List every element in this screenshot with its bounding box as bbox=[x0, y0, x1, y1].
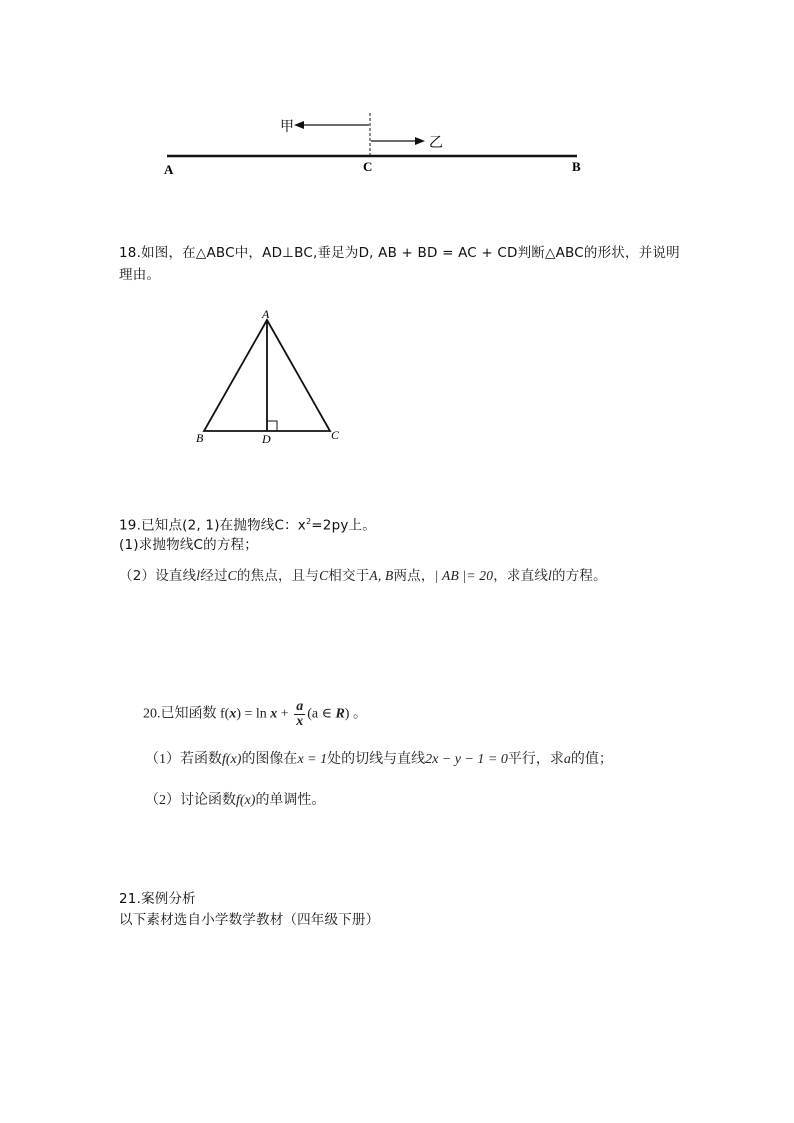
vertex-label-a: A bbox=[262, 308, 270, 321]
q19-l3-l2: l bbox=[548, 568, 552, 583]
q20-heading bbox=[143, 700, 367, 729]
q20-p2-b: 的单调性。 bbox=[255, 793, 326, 808]
q20-frac-den: x bbox=[296, 714, 304, 729]
figure-triangle-abc bbox=[190, 308, 360, 450]
arrow-right-head bbox=[415, 137, 425, 145]
q19-text-line3 bbox=[119, 567, 607, 585]
q20-head-x: x bbox=[229, 706, 237, 722]
q20-p2-a: （2）讨论函数 bbox=[145, 793, 236, 808]
q19-l3-p6: ，求直线 bbox=[493, 568, 549, 584]
q20-head-mid: ) = ln bbox=[236, 706, 271, 722]
q20-part2 bbox=[145, 789, 325, 809]
label-jia: 甲 bbox=[280, 119, 294, 135]
q20-p1-b: 的图像在 bbox=[241, 752, 298, 767]
q19-l3-p4: 相交于 bbox=[328, 568, 370, 584]
q21-text-line2: 以下素材选自小学数学教材（四年级下册） bbox=[119, 912, 380, 928]
q20-head-x2: x bbox=[270, 706, 278, 722]
q20-head-end: ) 。 bbox=[344, 706, 367, 722]
point-label-a: A bbox=[164, 162, 174, 177]
q19-l3-c2: C bbox=[319, 568, 329, 583]
q19-l3-abs: | AB |= 20 bbox=[434, 568, 494, 583]
q19-l3-p2: 经过 bbox=[200, 568, 228, 584]
q19-text-line2: (1)求抛物线C的方程； bbox=[119, 537, 258, 553]
q18-text-line2: 理由。 bbox=[119, 267, 161, 283]
point-label-b: B bbox=[572, 159, 581, 174]
vertex-label-c: C bbox=[331, 428, 340, 442]
arrow-left-head bbox=[294, 121, 304, 129]
q20-p1-a-var: a bbox=[563, 752, 571, 767]
q19-l3-ab: A, B bbox=[369, 568, 394, 583]
q19-l3-l1: l bbox=[196, 568, 201, 583]
q19-text-line1 bbox=[119, 513, 376, 535]
right-angle-mark bbox=[267, 421, 277, 431]
q20-p1-d: 平行，求 bbox=[507, 752, 564, 767]
q20-p1-line: 2x − y − 1 = 0 bbox=[425, 752, 508, 767]
q20-head-plus: + bbox=[277, 706, 293, 722]
figure-line-abc bbox=[150, 105, 600, 185]
q20-frac-num: a bbox=[296, 699, 304, 714]
q19-l3-c1: C bbox=[227, 568, 237, 583]
q19-line1-post: =2py上。 bbox=[311, 517, 376, 534]
point-label-c: C bbox=[363, 159, 373, 174]
q20-head-pre: 20.已知函数 f( bbox=[143, 706, 230, 722]
q19-line1-sup: 2 bbox=[305, 517, 312, 526]
q19-l3-p5: 两点， bbox=[393, 568, 435, 584]
vertex-label-d: D bbox=[262, 432, 271, 446]
q20-p1-a: （1）若函数 bbox=[145, 752, 222, 767]
q20-fraction bbox=[294, 700, 305, 729]
q20-p2-f: f(x) bbox=[236, 793, 256, 808]
q21-text-line1: 21.案例分析 bbox=[119, 891, 196, 907]
label-yi: 乙 bbox=[429, 135, 443, 151]
q18-text-line1: 18.如图，在△ABC中，AD⊥BC,垂足为D, AB + BD = AC + CD判断△ABC的形状，并说明 bbox=[119, 245, 680, 261]
vertex-label-b: B bbox=[196, 431, 204, 445]
q20-p1-x1: x = 1 bbox=[297, 752, 328, 767]
q19-l3-p7: 的方程。 bbox=[551, 568, 607, 584]
q19-l3-p3: 的焦点，且与 bbox=[236, 568, 320, 584]
q20-p1-f: f(x) bbox=[222, 752, 242, 767]
q20-p1-c: 处的切线与直线 bbox=[327, 752, 426, 767]
q19-l3-p1: （2）设直线 bbox=[119, 568, 197, 584]
q20-head-r: R bbox=[335, 706, 345, 722]
q20-head-post: (a ∈ bbox=[307, 706, 336, 722]
q20-part1 bbox=[145, 748, 613, 768]
q19-line1-pre: 19.已知点(2, 1)在抛物线C：x bbox=[119, 517, 306, 534]
q20-p1-e: 的值； bbox=[570, 752, 613, 767]
